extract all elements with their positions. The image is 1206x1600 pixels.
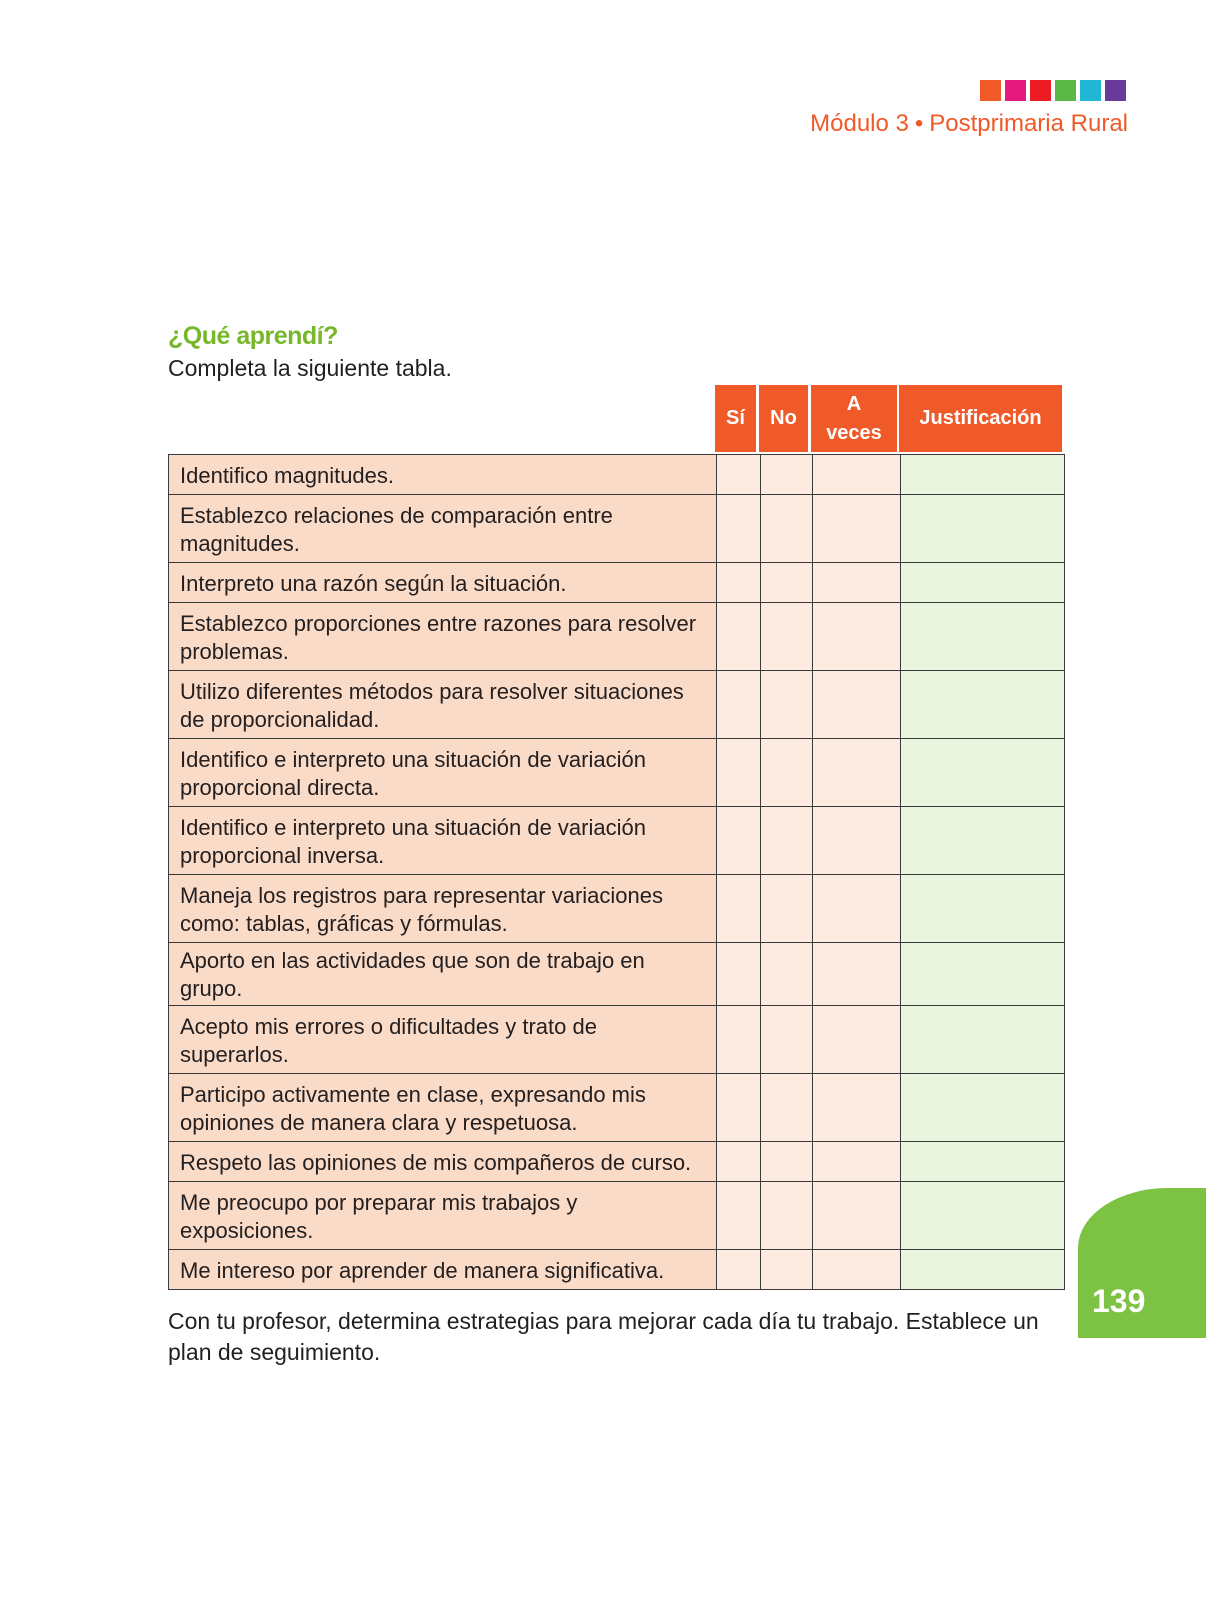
si-cell[interactable] [717, 495, 761, 563]
a-veces-cell[interactable] [813, 739, 901, 807]
section-title: ¿Qué aprendí? [168, 322, 338, 350]
criterion-cell: Acepto mis errores o dificultades y trato de superarlos. [169, 1006, 717, 1074]
table-row [169, 1250, 1065, 1290]
color-square [1005, 80, 1026, 101]
criterion-cell: Maneja los registros para representar variaciones como: tablas, gráficas y fórmulas. [169, 875, 717, 943]
a-veces-cell[interactable] [813, 807, 901, 875]
page-number: 139 [1092, 1283, 1146, 1319]
justificacion-cell[interactable] [901, 1074, 1065, 1142]
program-name: Postprimaria Rural [929, 110, 1128, 137]
table-row [169, 739, 1065, 807]
no-cell[interactable] [761, 603, 813, 671]
color-square [1105, 80, 1126, 101]
no-cell[interactable] [761, 1074, 813, 1142]
a-veces-cell[interactable] [813, 943, 901, 1006]
no-cell[interactable] [761, 1142, 813, 1182]
si-cell[interactable] [717, 563, 761, 603]
a-veces-cell[interactable] [813, 1142, 901, 1182]
no-cell[interactable] [761, 563, 813, 603]
si-cell[interactable] [717, 603, 761, 671]
justificacion-cell[interactable] [901, 875, 1065, 943]
footer-instruction: Con tu profesor, determina estrategias para mejorar cada día tu trabajo. Establece un plan de seguimiento. [168, 1308, 1039, 1365]
a-veces-cell[interactable] [813, 1182, 901, 1250]
no-cell[interactable] [761, 739, 813, 807]
justificacion-cell[interactable] [901, 563, 1065, 603]
justificacion-cell[interactable] [901, 739, 1065, 807]
header-separator: • [914, 110, 924, 137]
si-cell[interactable] [717, 1250, 761, 1290]
no-cell[interactable] [761, 671, 813, 739]
si-cell[interactable] [717, 1142, 761, 1182]
justificacion-cell[interactable] [901, 807, 1065, 875]
criterion-cell: Respeto las opiniones de mis compañeros de curso. [169, 1142, 717, 1182]
table-row [169, 875, 1065, 943]
si-cell[interactable] [717, 1074, 761, 1142]
si-cell[interactable] [717, 671, 761, 739]
a-veces-cell[interactable] [813, 563, 901, 603]
table-row [169, 1006, 1065, 1074]
justificacion-cell[interactable] [901, 1250, 1065, 1290]
color-squares-decoration [980, 80, 1126, 101]
table-row [169, 603, 1065, 671]
table-row [169, 495, 1065, 563]
no-cell[interactable] [761, 875, 813, 943]
no-cell[interactable] [761, 1006, 813, 1074]
header-no: No [759, 385, 808, 452]
a-veces-cell[interactable] [813, 1006, 901, 1074]
si-cell[interactable] [717, 1182, 761, 1250]
criterion-cell: Me preocupo por preparar mis trabajos y exposiciones. [169, 1182, 717, 1250]
self-assessment-table [168, 454, 1065, 1290]
justificacion-cell[interactable] [901, 1182, 1065, 1250]
table-row [169, 455, 1065, 495]
no-cell[interactable] [761, 807, 813, 875]
a-veces-cell[interactable] [813, 671, 901, 739]
justificacion-cell[interactable] [901, 671, 1065, 739]
color-square [1030, 80, 1051, 101]
criterion-cell: Utilizo diferentes métodos para resolver situaciones de proporcionalidad. [169, 671, 717, 739]
color-square [1080, 80, 1101, 101]
color-square [1055, 80, 1076, 101]
criterion-cell: Interpreto una razón según la situación. [169, 563, 717, 603]
justificacion-cell[interactable] [901, 455, 1065, 495]
module-header [810, 110, 1128, 138]
a-veces-cell[interactable] [813, 495, 901, 563]
color-square [980, 80, 1001, 101]
table-row [169, 1074, 1065, 1142]
criterion-cell: Identifico magnitudes. [169, 455, 717, 495]
criterion-cell: Me intereso por aprender de manera significativa. [169, 1250, 717, 1290]
table-row [169, 943, 1065, 1006]
criterion-cell: Identifico e interpreto una situación de variación proporcional directa. [169, 739, 717, 807]
a-veces-cell[interactable] [813, 1074, 901, 1142]
table-row [169, 671, 1065, 739]
justificacion-cell[interactable] [901, 603, 1065, 671]
a-veces-cell[interactable] [813, 1250, 901, 1290]
header-justificacion: Justificación [899, 385, 1062, 452]
justificacion-cell[interactable] [901, 1142, 1065, 1182]
header-si: Sí [715, 385, 756, 452]
justificacion-cell[interactable] [901, 943, 1065, 1006]
si-cell[interactable] [717, 455, 761, 495]
si-cell[interactable] [717, 739, 761, 807]
table-row [169, 807, 1065, 875]
criterion-cell: Establezco proporciones entre razones para resolver problemas. [169, 603, 717, 671]
a-veces-cell[interactable] [813, 455, 901, 495]
no-cell[interactable] [761, 455, 813, 495]
a-veces-cell[interactable] [813, 875, 901, 943]
si-cell[interactable] [717, 807, 761, 875]
criterion-cell: Identifico e interpreto una situación de variación proporcional inversa. [169, 807, 717, 875]
si-cell[interactable] [717, 943, 761, 1006]
si-cell[interactable] [717, 1006, 761, 1074]
table-row [169, 1182, 1065, 1250]
instruction-text: Completa la siguiente tabla. [168, 355, 452, 381]
module-name: Módulo 3 [810, 110, 909, 137]
table-row [169, 1142, 1065, 1182]
justificacion-cell[interactable] [901, 495, 1065, 563]
header-a-veces: A veces [811, 385, 897, 452]
a-veces-cell[interactable] [813, 603, 901, 671]
no-cell[interactable] [761, 1182, 813, 1250]
criterion-cell: Aporto en las actividades que son de trabajo en grupo. [169, 943, 717, 1006]
no-cell[interactable] [761, 495, 813, 563]
justificacion-cell[interactable] [901, 1006, 1065, 1074]
criterion-cell: Participo activamente en clase, expresando mis opiniones de manera clara y respetuosa. [169, 1074, 717, 1142]
criterion-cell: Establezco relaciones de comparación entre magnitudes. [169, 495, 717, 563]
no-cell[interactable] [761, 1250, 813, 1290]
si-cell[interactable] [717, 875, 761, 943]
table-row [169, 563, 1065, 603]
no-cell[interactable] [761, 943, 813, 1006]
